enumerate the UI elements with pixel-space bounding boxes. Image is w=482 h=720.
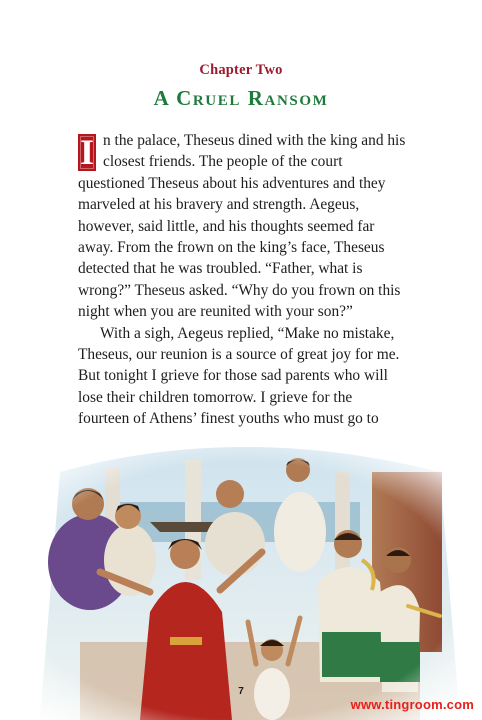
story-paragraph-1 [78, 130, 406, 323]
chapter-title: A Cruel Ransom [153, 86, 329, 110]
story-text [78, 130, 406, 451]
vignette-fade [0, 432, 482, 720]
story-paragraph-2: With a sigh, Aegeus replied, “Make no mistake, Theseus, our reunion is a source of great joy for me. But tonight I grieve for those sad parents who will lose their children tomorrow. I grieve for the fourteen of Athens’ finest youths who must go to [78, 324, 400, 428]
page-number: 7 [238, 686, 244, 697]
chapter-label: Chapter Two [199, 62, 283, 78]
drop-cap: I [79, 132, 94, 172]
watermark: www.tingroom.com [350, 697, 474, 712]
story-paragraph-1-text: n the palace, Theseus dined with the king and his closest friends. The people of the court questioned Theseus about his adventures and they marveled at his bravery and strength. Aegeus, however, said little, and his thoughts seemed far away. From the frown on the king’s face, Theseus detected that he was troubled. “Father, what is wrong?” Theseus asked. “Why do you frown on this night when you are reunited with your son?” [78, 132, 406, 321]
feast-illustration [0, 432, 482, 720]
